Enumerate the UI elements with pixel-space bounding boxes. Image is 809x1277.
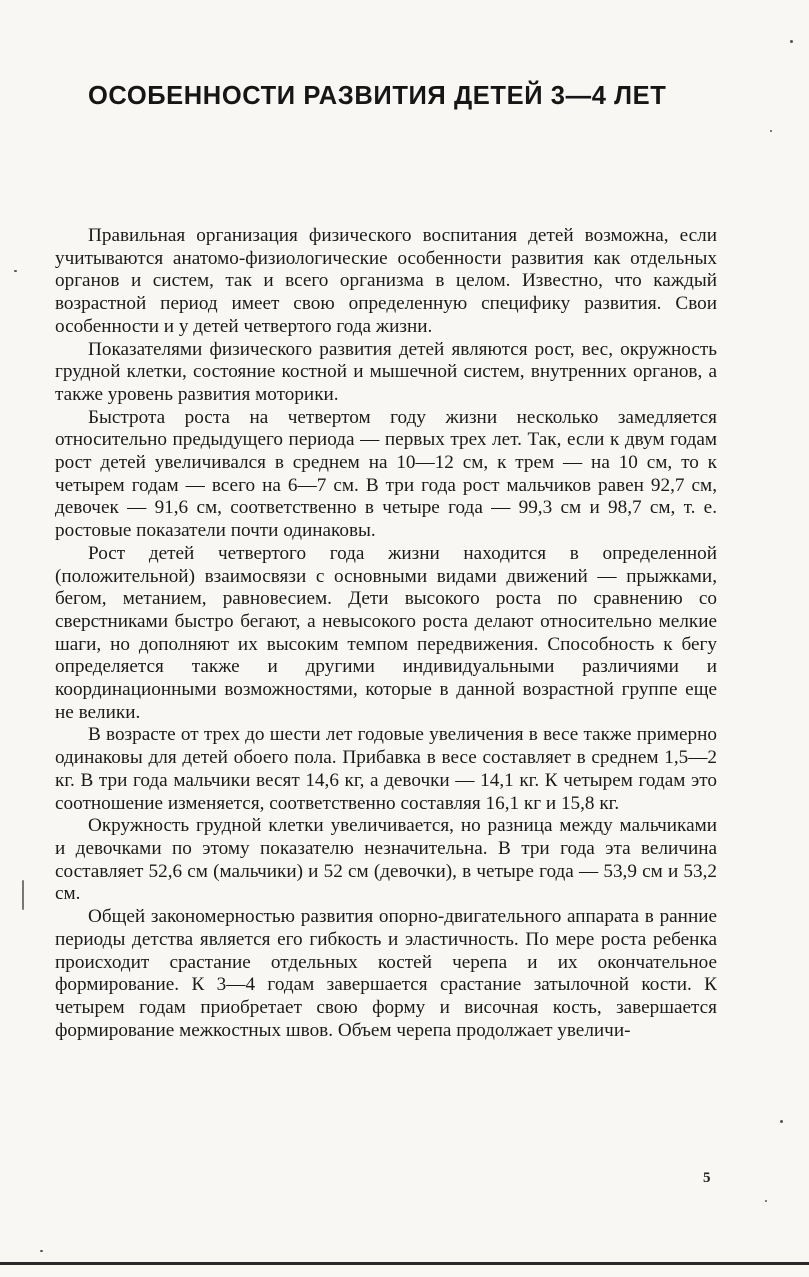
- scan-speck: [40, 1250, 43, 1252]
- scan-speck: [780, 1120, 783, 1123]
- paragraph: Общей закономерностью развития опорно-двигательного аппарата в ранние периоды детства является его гибкость и эластичность. По мере роста ребенка происходит срастание отдельных костей черепа и их окончательное формирование. К 3—4 годам завершается срастание затылочной кости. К четырем годам приобретает свою форму и височная кость, завершается формирование межкостных швов. Объем черепа продолжает увеличи-: [55, 906, 717, 1041]
- page-bottom-edge: [0, 1262, 809, 1265]
- paragraph: Правильная организация физического воспитания детей возможна, если учитываются анатомо-физиологические особенности развития как отдельных органов и систем, так и всего организма в целом. Известно, что каждый возрастной период имеет свою определенную специфику развития. Свои особенности и у детей четвертого года жизни.: [55, 225, 717, 337]
- scan-speck: [790, 40, 793, 43]
- paragraph: Окружность грудной клетки увеличивается, но разница между мальчиками и девочками по этому показателю незначительна. В три года эта величина составляет 52,6 см (мальчики) и 52 см (девочки), в четыре года — 53,9 см и 53,2 см.: [55, 815, 717, 905]
- paragraph: Показателями физического развития детей являются рост, вес, окружность грудной клетки, состояние костной и мышечной систем, внутренних органов, а также уровень развития моторики.: [55, 338, 717, 405]
- scan-speck: [14, 270, 17, 272]
- paragraph: В возрасте от трех до шести лет годовые увеличения в весе также примерно одинаковы для детей обоего пола. Прибавка в весе составляет в среднем 1,5—2 кг. В три года мальчики весят 14,6 кг, а девочки — 14,1 кг. К четырем годам это соотношение изменяется, соответственно составляя 16,1 кг и 15,8 кг.: [55, 724, 717, 814]
- body-text: [55, 225, 717, 1042]
- paragraph: Быстрота роста на четвертом году жизни несколько замедляется относительно предыдущего периода — первых трех лет. Так, если к двум годам рост детей увеличивался в среднем на 10—12 см, к трем — на 10 см, то к четырем годам — всего на 6—7 см. В три года рост мальчиков равен 92,7 см, девочек — 91,6 см, соответственно в четыре года — 99,3 см и 98,7 см, т. е. ростовые показатели почти одинаковы.: [55, 406, 717, 542]
- page-number: 5: [703, 1170, 711, 1186]
- paragraph: Рост детей четвертого года жизни находится в определенной (положительной) взаимосвязи с основными видами движений — прыжками, бегом, метанием, равновесием. Дети высокого роста по сравнению со сверстниками быстро бегают, а невысокого роста делают относительно мелкие шаги, но дополняют их высоким темпом передвижения. Способность к бегу определяется также и другими индивидуальными различиями и координационными возможностями, которые в данной возрастной группе еще не велики.: [55, 542, 717, 723]
- scan-speck: [765, 1200, 767, 1202]
- scan-speck: [770, 130, 772, 132]
- scan-speck: [22, 880, 24, 910]
- chapter-title: ОСОБЕННОСТИ РАЗВИТИЯ ДЕТЕЙ 3—4 ЛЕТ: [88, 82, 667, 110]
